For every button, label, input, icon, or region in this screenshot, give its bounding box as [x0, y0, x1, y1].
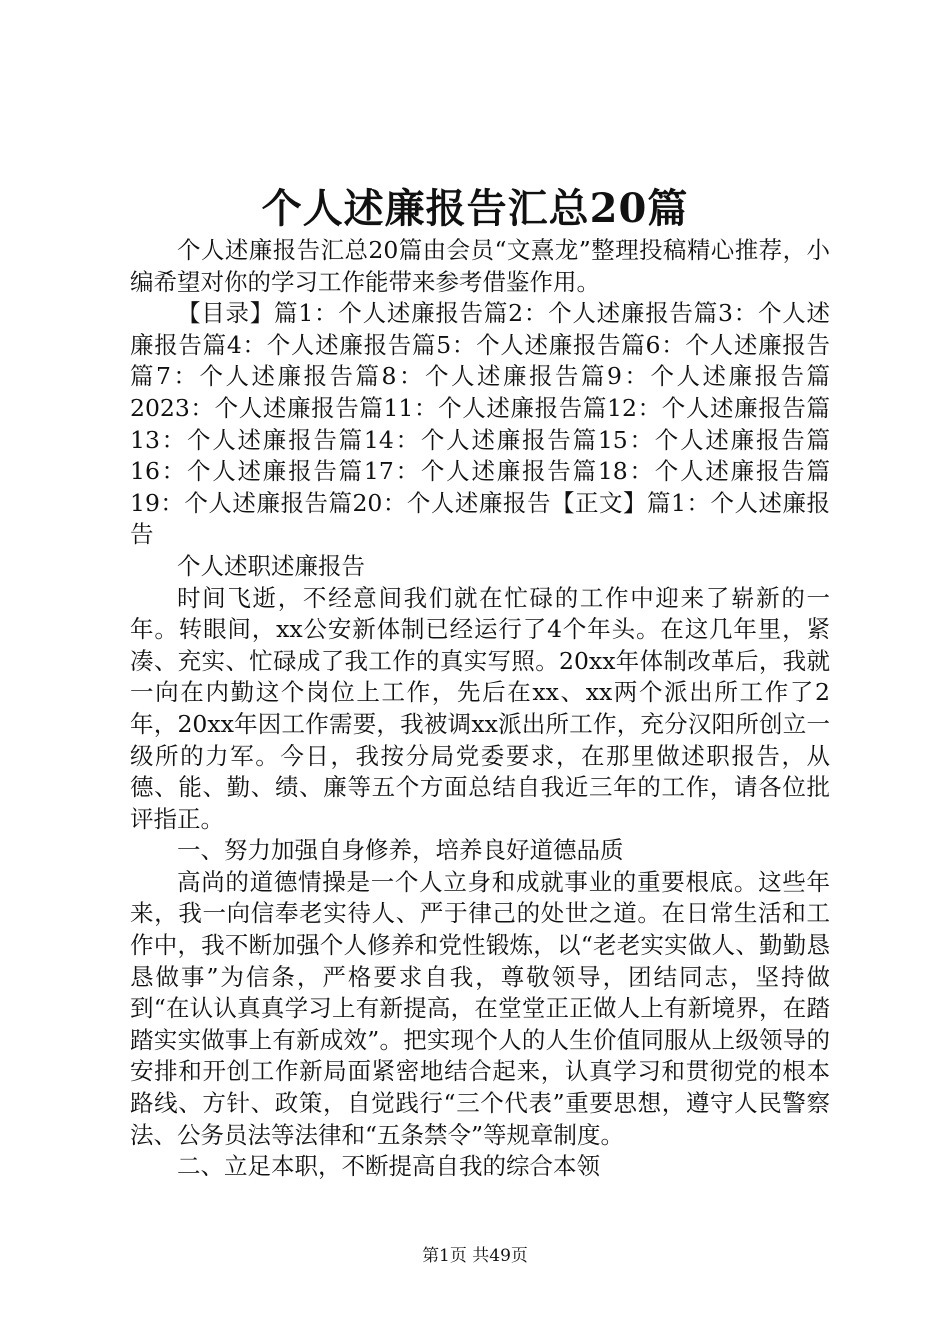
page-footer: 第1页 共49页 [422, 1246, 528, 1266]
body-paragraph: 时间飞逝，不经意间我们就在忙碌的工作中迎来了崭新的一年。转眼间，xx公安新体制已经运行了4个年头。在这几年里，紧凑、充实、忙碌成了我工作的真实写照。20xx年体制改革后，我就一向在内勤这个岗位上工作，先后在xx、xx两个派出所工作了2年，20xx年因工作需要，我被调xx派出所工作，充分汉阳所创立一级所的力军。今日，我按分局党委要求，在那里做述职报告，从德、能、勤、绩、廉等五个方面总结自我近三年的工作，请各位批评指正。 [130, 583, 830, 833]
section-heading: 二、立足本职，不断提高自我的综合本领 [177, 1152, 600, 1181]
section-heading: 一、努力加强自身修养，培养良好道德品质 [177, 836, 624, 865]
body-paragraph: 高尚的道德情操是一个人立身和成就事业的重要根底。这些年来，我一向信奉老实待人、严于律己的处世之道。在日常生活和工作中，我不断加强个人修养和党性锻炼，以“老老实实做人、勤勤恳恳做事”为信条，严格要求自我，尊敬领导，团结同志，坚持做到“在认认真真学习上有新提高，在堂堂正正做人上有新境界，在踏踏实实做事上有新成效”。把实现个人的人生价值同服从上级领导的安排和开创工作新局面紧密地结合起来，认真学习和贯彻党的根本路线、方针、政策，自觉践行“三个代表”重要思想，遵守人民警察法、公务员法等法律和“五条禁令”等规章制度。 [130, 867, 830, 1149]
intro-paragraph: 个人述廉报告汇总20篇由会员“文熹龙”整理投稿精心推荐，小编希望对你的学习工作能带来参考借鉴作用。 [130, 236, 830, 296]
section-heading: 个人述职述廉报告 [177, 551, 365, 580]
document-body [130, 235, 830, 1183]
table-of-contents-paragraph: 【目录】篇1：个人述廉报告篇2：个人述廉报告篇3：个人述廉报告篇4：个人述廉报告篇5：个人述廉报告篇6：个人述廉报告篇7：个人述廉报告篇8：个人述廉报告篇9：个人述廉报告篇2023：个人述廉报告篇11：个人述廉报告篇12：个人述廉报告篇13：个人述廉报告篇14：个人述廉报告篇15：个人述廉报告篇16：个人述廉报告篇17：个人述廉报告篇18：个人述廉报告篇19：个人述廉报告篇20：个人述廉报告【正文】篇1：个人述廉报告 [130, 299, 830, 549]
document-title: 个人述廉报告汇总20篇 [261, 185, 689, 232]
